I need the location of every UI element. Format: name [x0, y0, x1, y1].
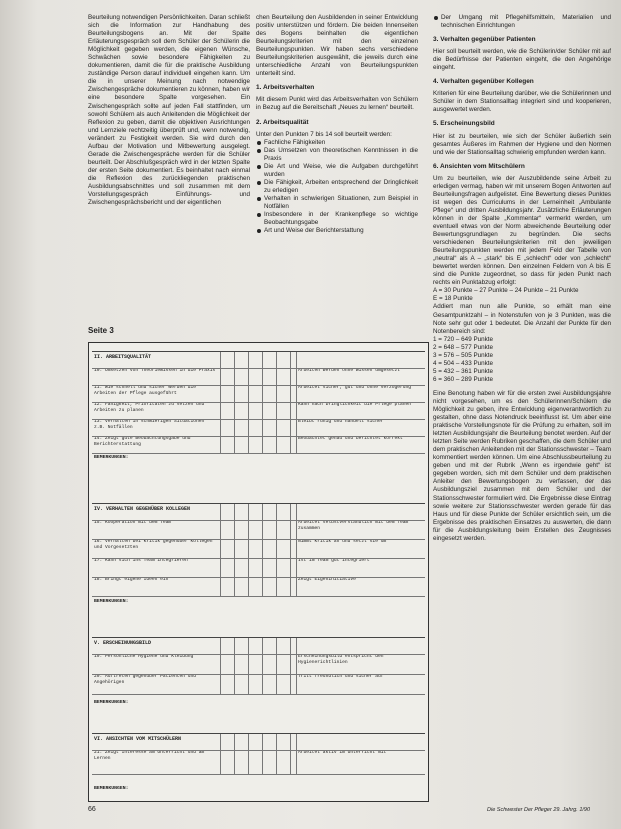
list-item: Verhalten in schwierigen Situationen, zum Beispiel in Notfällen [256, 195, 418, 211]
criterion-text: 15. Kooperation mit dem Team [94, 520, 172, 525]
paragraph: Kriterien für eine Beurteilung darüber, wie die Schülerinnen und Schüler in dem Stationsalltag integriert sind und kooperieren, ausgewertet werden. [433, 90, 611, 114]
paragraph: Hier ist zu beurteilen, wie sich der Schüler äußerlich sein gesamtes Äußeres im Rahmen der Hygiene und den Normen und wie der Stationsalltag schwierig empfunden werden kann. [433, 132, 611, 156]
criterion-text: 13. Verhalten in schwierigen Situationen z.B. Notfällen [94, 419, 205, 430]
criterion-text: 14. Zeigt gute Beobachtungsgabe und Berichterstattung [94, 436, 191, 447]
list-item: Art und Weise der Berichterstattung [256, 227, 418, 235]
grade-line: 2 = 648 – 577 Punkte [433, 343, 494, 351]
rating-column-line [220, 734, 221, 774]
form-row-line [92, 596, 425, 597]
paragraph: Unter den Punkten 7 bis 14 soll beurteilt werden: [256, 130, 392, 138]
form-row-line [92, 402, 425, 403]
form-section-title: VI. ANSICHTEN VOM MITSCHÜLERN [94, 736, 182, 742]
rating-column-line [234, 504, 235, 596]
page-number: 66 [88, 806, 96, 813]
rating-column-line [290, 638, 291, 694]
form-section [92, 733, 425, 798]
list-item: Fachliche Fähigkeiten [256, 139, 418, 147]
rating-column-line [276, 734, 277, 774]
form-row-line [92, 520, 425, 521]
criterion-description: Nimmt Kritik an und setzt sie um [298, 539, 387, 544]
criterion-text: 18. Bringt eigene Ideen ein [94, 577, 169, 582]
rating-column-line [296, 638, 297, 694]
form-row-line [92, 436, 425, 437]
grade-line: 5 = 432 – 361 Punkte [433, 367, 494, 375]
criterion-description: Arbeitet aktiv im Unterricht mit [298, 750, 387, 755]
grade-line: 3 = 576 – 505 Punkte [433, 351, 494, 359]
remarks-label: BEMERKUNGEN: [94, 455, 129, 460]
criterion-description: Bleibt ruhig und handelt sicher [298, 419, 384, 424]
section-heading: 5. Erscheinungsbild [433, 120, 495, 128]
criterion-description: Kann nach Dringlichkeit die Pflege planen [298, 402, 412, 407]
bullet-list [433, 14, 611, 30]
form-section-title: II. ARBEITSQUALITÄT [94, 354, 152, 360]
section-heading: 4. Verhalten gegenüber Kollegen [433, 78, 534, 86]
list-item: Die Art und Weise, wie die Aufgaben durchgeführt wurden [256, 163, 418, 179]
criterion-description: Arbeiten werden ohne Wissen umgesetzt [298, 368, 400, 373]
remarks-label: BEMERKUNGEN: [94, 700, 129, 705]
criterion-text: 10. Umsetzen von Theoriewissen in die Praxis [94, 368, 216, 373]
rating-column-line [234, 352, 235, 453]
form-row-line [92, 577, 425, 578]
criterion-text: 17. Kann sich ins Team integrieren [94, 558, 188, 563]
paragraph: chen Beurteilung den Ausbildenden in seiner Entwicklung positiv unterstützen und fördern. Die beiden Innenseiten des Bogens beinhalten die eigentlichen Beurteilungskriterien mit den einzelnen Beurteilungspunkten. Wir haben sechs verschiedene Beurteilungskriterien ausgewählt, die jeweils durch eine unterschiedliche Anzahl von Beurteilungspunkten unterteilt sind. [256, 14, 418, 78]
form-row-line [92, 674, 425, 675]
paragraph: Um zu beurteilen, wie der Auszubildende seine Arbeit zu erledigen vermag, haben wir mit unserem Bogen Antworten auf Beurteilungsfragen aufgelistet. Eine Bewertung dieses Punktes ist wegen des Curriculums in der Lerneinheit „Ambulante Pflege“ und dritten Ausbildungsjahr. Zusätzliche Erläuterungen können in der Spalte „Kommentar“ vermerkt werden, um eventuell etwas von der Norm abweichende Beurteilung oder Bewertungsgrundlagen zu begründen. Die sechs verschiedenen Beurteilungskriterien mit den jeweiligen Beurteilungspunkten werden mit jedem Feld der Tabelle von „neutral“ als A – „stark“ bis E „schlecht“ oder von „schlecht“ bewertet werden können. Den einzelnen Feldern von A bis E sind die Punkte zugeordnet, so dass für jeden Punkt nach rechts ein Punktabzug erfolgt: [433, 174, 611, 287]
text-column-2 [256, 14, 418, 235]
rating-column-line [296, 504, 297, 596]
text-column-3 [433, 14, 611, 543]
text-column-1 [88, 14, 250, 207]
list-item: Die Fähigkeit, Arbeiten entsprechend der Dringlichkeit zu erledigen [256, 179, 418, 195]
page-label: Seite 3 [88, 326, 114, 335]
bullet-list [256, 139, 418, 236]
criterion-description: Arbeitet selbstverständlich mit dem Team zusammen [298, 520, 409, 531]
section-heading: 3. Verhalten gegenüber Patienten [433, 36, 536, 44]
criterion-description: Beobachtet genau und berichtet korrekt [298, 436, 403, 441]
form-section [92, 503, 425, 608]
form-row-line [92, 453, 425, 454]
form-row-line [92, 694, 425, 695]
paragraph: Eine Benotung haben wir für die ersten zwei Ausbildungsjahre nicht vorgesehen, um es den Schülerinnen/Schülern die Möglichkeit zu geben, ihre Entwicklung eigenverantwortlich zu gestalten, ohne dass Notendruck beeinflusst ist. Um aber eine praktische Vorstellungsnote für die Prüfung zu erhalten, soll im letzten Ausbildungsjahr die Beurteilung benotet werden. Auf der letzten Seite werden Rubriken geschaffen, die dem Schüler und dem praktischen Anleitenden mit der Stationsschwester – Team kommentiert werden können. Um eine Abschlussbeurteilung zu geben und mit der Rubrik „Wenn es irgendwie geht“ ist gegeben worden, sich mit dem Schüler und dem praktischen Anleiter den Bewertungsbogen zu verfassen, der das Ausbildungsziel zusammen mit dem Schüler und der Stationsschwester formuliert wird. Die Ergebnisse diese Eintrag sowie weitere zur Stationsschwester werden gerade für das Haus und für diese Punkte der Schüler ersichtlich sein, um die Ergebnisse des praktischen Einsatzes zu auswerten, die dann für die Ausbildungsleitung beim Erstellen des Zeugnisses eingesetzt werden. [433, 389, 611, 542]
paragraph: Addiert man nun alle Punkte, so erhält man eine Gesamtpunktzahl – in Notenstufen von je 3 Punkten, was die Note sehr gut oder 1 bedeutet. Die Anzahl der Punkte für den Notenbereich sind: [433, 303, 611, 335]
section-heading: 1. Arbeitsverhalten [256, 84, 315, 92]
form-row-line [92, 368, 425, 369]
section-heading: 2. Arbeitsqualität [256, 118, 309, 126]
rating-column-line [220, 638, 221, 694]
rating-column-line [262, 638, 263, 694]
form-section-title: V. ERSCHEINUNGSBILD [94, 640, 152, 646]
list-item: Insbesondere in der Krankenpflege so wichtige Beobachtungsgabe [256, 211, 418, 227]
form-section [92, 351, 425, 464]
grade-line: 4 = 504 – 433 Punkte [433, 359, 494, 367]
remarks-label: BEMERKUNGEN: [94, 786, 129, 791]
criterion-description: Zeigt Eigeninitiative [298, 577, 356, 582]
score-line: E = 18 Punkte [433, 295, 473, 303]
rating-column-line [276, 638, 277, 694]
rating-column-line [290, 734, 291, 774]
rating-column-line [290, 504, 291, 596]
form-section [92, 637, 425, 710]
form-row-line [92, 558, 425, 559]
rating-column-line [234, 638, 235, 694]
rating-column-line [262, 352, 263, 453]
paragraph: Mit diesem Punkt wird das Arbeitsverhalten von Schülern in Bezug auf die Bereitschaft „Neues zu lernen“ beurteilt. [256, 96, 418, 112]
form-row-line [92, 774, 425, 775]
score-line: A = 30 Punkte – 27 Punkte – 24 Punkte – 21 Punkte [433, 287, 579, 295]
rating-column-line [276, 352, 277, 453]
criterion-text: 21. Zeigt Interesse am Unterricht und am Lernen [94, 750, 205, 761]
rating-column-line [234, 734, 235, 774]
rating-column-line [296, 352, 297, 453]
grade-line: 1 = 720 – 649 Punkte [433, 335, 494, 343]
form-section-title: IV. VERHALTEN GEGENÜBER KOLLEGEN [94, 506, 191, 512]
list-item: Das Umsetzen von theoretischen Kenntnissen in die Praxis [256, 147, 418, 163]
remarks-label: BEMERKUNGEN: [94, 599, 129, 604]
rating-column-line [220, 352, 221, 453]
form-row-line [92, 539, 425, 540]
source-line: Die Schwester Der Pfleger 29. Jahrg. 1/90 [487, 807, 591, 813]
form-row-line [92, 654, 425, 655]
rating-column-line [248, 638, 249, 694]
form-row-line [92, 419, 425, 420]
rating-column-line [262, 504, 263, 596]
criterion-text: 19. Persönliche Hygiene und Kleidung [94, 654, 194, 659]
rating-column-line [248, 352, 249, 453]
form-row-line [92, 385, 425, 386]
criterion-text: 12. Fähigkeit, Prioritäten zu setzen und Arbeiten zu planen [94, 402, 205, 413]
rating-column-line [248, 504, 249, 596]
rating-column-line [248, 734, 249, 774]
criterion-text: 16. Verhalten bei Kritik gegenüber Kollegen und Vorgesetzten [94, 539, 213, 550]
criterion-description: Arbeitet sicher, gut und ohne Verzögerung [298, 385, 412, 390]
rating-column-line [276, 504, 277, 596]
criterion-description: Tritt freundlich und sicher auf [298, 674, 384, 679]
criterion-text: 11. Wie schnell und sicher werden die Arbeiten der Pflege ausgeführt [94, 385, 196, 396]
criterion-text: 20. Auftreten gegenüber Patienten und Angehörigen [94, 674, 196, 685]
list-item: Der Umgang mit Pflegehilfsmitteln, Materialien und technischen Einrichtungen [433, 14, 611, 30]
rating-column-line [220, 504, 221, 596]
section-heading: 6. Ansichten vom Mitschülern [433, 162, 525, 170]
grade-line: 6 = 360 – 289 Punkte [433, 375, 494, 383]
rating-column-line [262, 734, 263, 774]
rating-column-line [296, 734, 297, 774]
form-row-line [92, 750, 425, 751]
criterion-description: Erscheinungsbild entspricht den Hygienerichtlinien [298, 654, 384, 665]
rating-column-line [290, 352, 291, 453]
criterion-description: Ist im Team gut integriert [298, 558, 370, 563]
paragraph: Hier soll beurteilt werden, wie die Schülerin/der Schüler mit auf die Bedürfnisse der Patienten eingeht, die den Angehörige eingeht. [433, 48, 611, 72]
evaluation-form [88, 342, 429, 802]
paragraph: Beurteilung notwendigen Persönlichkeiten. Daran schließt sich die Information zur Handhabung des Beurteilungsbogens an. Mit der Spalte Erläuterungsgespräch soll dem Schüler der Schülerin die Möglichkeit gegeben werden, die eigenen Wünsche, Schwächen sowie besondere Fähigkeiten zu dokumentieren, damit die für die praktische Ausbildung zuständige Person darauf individuell eingehen kann. Um die in unserer Meinung nach notwendige Zwischengespräche dokumentieren zu können, haben wir eine besondere Spalte vorgesehen. Ein Zwischengespräch sollte auf jeden Fall stattfinden, um sowohl Schülern als auch Anleitenden die Möglichkeit der Reflexion zu geben, damit die objektiven Ausrichtungen und Lernziele rechtzeitig überprüft und, wenn notwendig, verändert zu Festigkeit werden. Sie wird durch den Aufbau der Motivation und Mitbewertung ausgelegt. Gerade die Zwischengespräche werden für die Schüler beurteilt. Der Abschlußgespräch wird in der letzten Spalte der ersten Seite dokumentiert. Es beinhaltet nach einmal die Reflexion des zurückliegenden praktischen Ausbildungsabschnittes und soll zusammen mit dem Vorstellungsgespräch Einführungs- und Zwischengesprächsbericht und der eigentlichen [88, 14, 250, 207]
